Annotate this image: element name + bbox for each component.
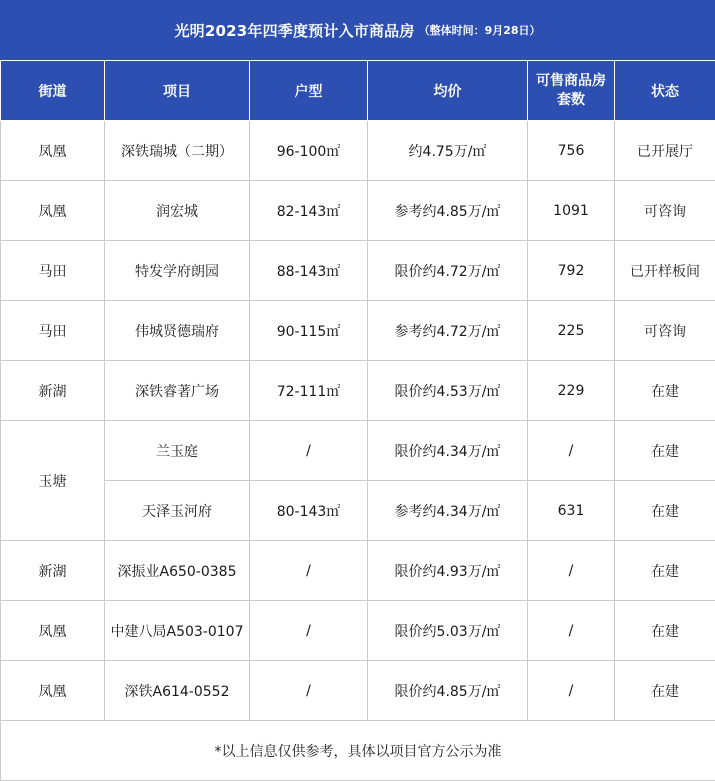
cell-available: / bbox=[528, 421, 615, 481]
cell-unit-type: / bbox=[250, 421, 368, 481]
cell-available: 225 bbox=[528, 301, 615, 361]
cell-avg-price: 限价约5.03万/㎡ bbox=[368, 601, 528, 661]
table-row bbox=[1, 301, 715, 361]
cell-status: 在建 bbox=[615, 601, 715, 661]
cell-status: 在建 bbox=[615, 481, 715, 541]
cell-project: 深铁A614-0552 bbox=[105, 661, 250, 721]
title-note: （整体时间：9月28日） bbox=[418, 24, 541, 37]
cell-project: 天泽玉河府 bbox=[105, 481, 250, 541]
cell-unit-type: 96-100㎡ bbox=[250, 121, 368, 181]
cell-street: 马田 bbox=[1, 241, 105, 301]
title-bar bbox=[0, 0, 715, 60]
cell-unit-type: / bbox=[250, 661, 368, 721]
cell-avg-price: 限价约4.72万/㎡ bbox=[368, 241, 528, 301]
cell-project: 伟城贤德瑞府 bbox=[105, 301, 250, 361]
cell-project: 深铁瑞城（二期） bbox=[105, 121, 250, 181]
header-unit-type: 户型 bbox=[250, 61, 368, 121]
table-row bbox=[1, 181, 715, 241]
table-row bbox=[1, 481, 715, 541]
page-title: 光明2023年四季度预计入市商品房 bbox=[174, 21, 415, 40]
cell-street-merged: 玉塘 bbox=[1, 421, 105, 541]
table-row bbox=[1, 121, 715, 181]
table-row bbox=[1, 601, 715, 661]
cell-unit-type: 90-115㎡ bbox=[250, 301, 368, 361]
header-street: 街道 bbox=[1, 61, 105, 121]
cell-project: 兰玉庭 bbox=[105, 421, 250, 481]
cell-project: 润宏城 bbox=[105, 181, 250, 241]
cell-status: 在建 bbox=[615, 421, 715, 481]
cell-available: 631 bbox=[528, 481, 615, 541]
cell-project: 深振业A650-0385 bbox=[105, 541, 250, 601]
cell-unit-type: 88-143㎡ bbox=[250, 241, 368, 301]
cell-available: 792 bbox=[528, 241, 615, 301]
table-row bbox=[1, 361, 715, 421]
disclaimer-note: *以上信息仅供参考，具体以项目官方公示为准 bbox=[1, 721, 715, 781]
cell-street: 凤凰 bbox=[1, 121, 105, 181]
cell-street: 凤凰 bbox=[1, 601, 105, 661]
header-status: 状态 bbox=[615, 61, 715, 121]
header-project: 项目 bbox=[105, 61, 250, 121]
cell-unit-type: / bbox=[250, 541, 368, 601]
cell-status: 已开样板间 bbox=[615, 241, 715, 301]
cell-project: 中建八局A503-0107 bbox=[105, 601, 250, 661]
cell-available: 1091 bbox=[528, 181, 615, 241]
header-avg-price: 均价 bbox=[368, 61, 528, 121]
cell-status: 可咨询 bbox=[615, 301, 715, 361]
cell-avg-price: 限价约4.53万/㎡ bbox=[368, 361, 528, 421]
cell-status: 已开展厅 bbox=[615, 121, 715, 181]
cell-avg-price: 限价约4.93万/㎡ bbox=[368, 541, 528, 601]
cell-avg-price: 限价约4.85万/㎡ bbox=[368, 661, 528, 721]
cell-street: 马田 bbox=[1, 301, 105, 361]
table-header-row bbox=[1, 61, 715, 121]
header-available-line1: 可售商品房 bbox=[536, 72, 606, 89]
housing-table bbox=[0, 60, 715, 781]
cell-available: 756 bbox=[528, 121, 615, 181]
cell-avg-price: 参考约4.72万/㎡ bbox=[368, 301, 528, 361]
cell-unit-type: 82-143㎡ bbox=[250, 181, 368, 241]
cell-available: / bbox=[528, 661, 615, 721]
cell-project: 特发学府朗园 bbox=[105, 241, 250, 301]
cell-unit-type: / bbox=[250, 601, 368, 661]
cell-project: 深铁睿著广场 bbox=[105, 361, 250, 421]
cell-available: / bbox=[528, 601, 615, 661]
header-available bbox=[528, 61, 615, 121]
cell-unit-type: 80-143㎡ bbox=[250, 481, 368, 541]
footer-row bbox=[1, 721, 715, 781]
table-row bbox=[1, 541, 715, 601]
cell-avg-price: 限价约4.34万/㎡ bbox=[368, 421, 528, 481]
cell-street: 新湖 bbox=[1, 541, 105, 601]
cell-unit-type: 72-111㎡ bbox=[250, 361, 368, 421]
cell-avg-price: 参考约4.85万/㎡ bbox=[368, 181, 528, 241]
cell-status: 在建 bbox=[615, 541, 715, 601]
cell-street: 凤凰 bbox=[1, 181, 105, 241]
cell-status: 在建 bbox=[615, 661, 715, 721]
table-row bbox=[1, 661, 715, 721]
cell-status: 可咨询 bbox=[615, 181, 715, 241]
table-row bbox=[1, 241, 715, 301]
cell-street: 凤凰 bbox=[1, 661, 105, 721]
cell-avg-price: 参考约4.34万/㎡ bbox=[368, 481, 528, 541]
cell-avg-price: 约4.75万/㎡ bbox=[368, 121, 528, 181]
cell-status: 在建 bbox=[615, 361, 715, 421]
cell-available: 229 bbox=[528, 361, 615, 421]
cell-street: 新湖 bbox=[1, 361, 105, 421]
header-available-line2: 套数 bbox=[557, 91, 585, 108]
cell-available: / bbox=[528, 541, 615, 601]
table-row bbox=[1, 421, 715, 481]
